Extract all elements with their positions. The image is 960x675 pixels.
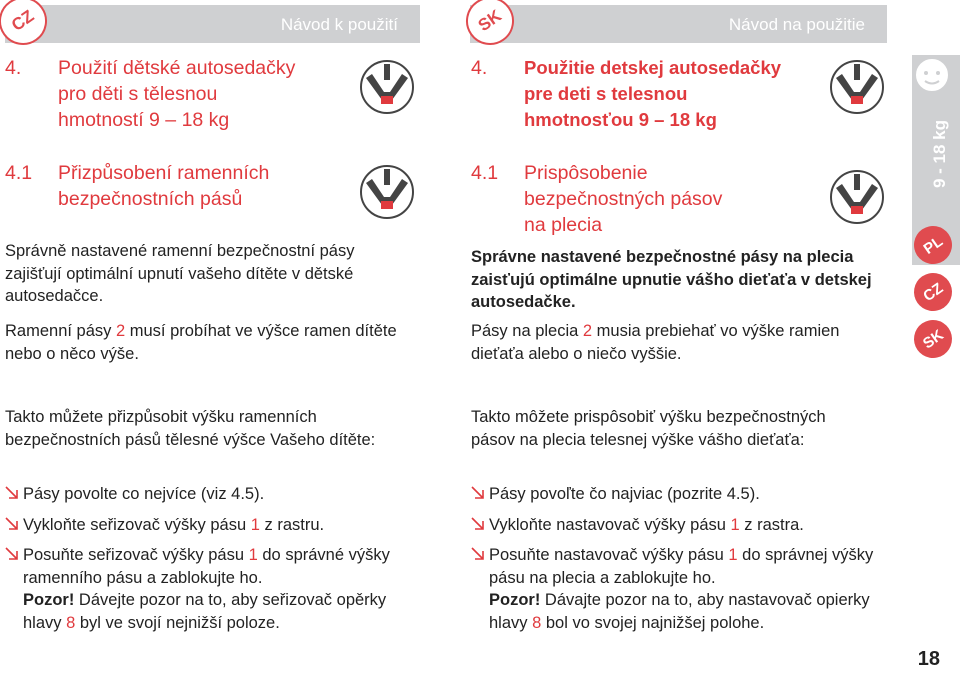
arrow-bullet-icon xyxy=(471,547,484,560)
arrow-bullet-icon xyxy=(471,517,484,530)
step-text: z rastru. xyxy=(259,515,325,534)
step-text: Vykloňte seřizovač výšky pásu xyxy=(23,515,251,534)
warning-text: Dávajte pozor na to, aby nastavovač opierky hlavy xyxy=(489,591,870,632)
section-number: 4. xyxy=(471,57,488,79)
section-number: 4. xyxy=(5,57,22,79)
callout-number: 1 xyxy=(728,546,738,564)
seat-harness-icon xyxy=(830,60,884,114)
arrow-bullet-icon xyxy=(5,517,18,530)
arrow-bullet-icon xyxy=(5,486,18,499)
heading-line: hmotnosťou 9 – 18 kg xyxy=(524,109,717,130)
belt-position-text-left xyxy=(5,320,410,365)
list-item xyxy=(471,544,881,634)
heading-line: Použitie detskej autosedačky xyxy=(524,57,782,78)
steps-list-right xyxy=(471,483,881,642)
seat-harness-icon xyxy=(360,165,414,219)
section-number: 4.1 xyxy=(471,162,499,184)
header-bar-right xyxy=(470,5,887,43)
language-badge-sk: SK xyxy=(907,313,960,366)
heading-line: bezpečnostních pásů xyxy=(58,188,243,210)
step-text: do správné výšky ramenního pásu a zablokujte ho. xyxy=(23,546,390,587)
text-part: Pásy na plecia xyxy=(471,322,583,340)
right-sidebar xyxy=(900,0,960,675)
step-text: z rastra. xyxy=(739,515,804,534)
arrow-bullet-icon xyxy=(471,486,484,499)
heading-line: Přizpůsobení ramenních xyxy=(58,162,270,184)
language-badge-cz: CZ xyxy=(907,266,960,319)
callout-number: 2 xyxy=(582,322,593,340)
header-title-right: Návod na použitie xyxy=(728,15,865,34)
text-part: musia prebiehať vo výške ramien dieťaťa alebo o niečo vyššie. xyxy=(471,322,840,363)
callout-number: 1 xyxy=(248,546,258,564)
page-number: 18 xyxy=(917,648,940,670)
belt-position-text-right xyxy=(471,320,891,365)
warning-text: byl ve svojí nejnižší poloze. xyxy=(75,613,280,632)
warning-text: bol vo svojej najnižšej polohe. xyxy=(541,613,765,632)
heading-line: hmotností 9 – 18 kg xyxy=(58,109,230,131)
step-text: Pásy povolte co nejvíce (viz 4.5). xyxy=(23,485,265,503)
text-part: Ramenní pásy xyxy=(5,322,116,340)
heading-line: na plecia xyxy=(524,214,603,236)
heading-line: pre deti s telesnou xyxy=(524,83,688,104)
instructions-intro-right: Takto môžete prispôsobiť výšku bezpečnostných pásov na plecia telesnej výške vášho dieťaťa: xyxy=(471,408,826,449)
step-text: Posuňte nastavovač výšky pásu xyxy=(489,546,729,564)
seat-harness-icon xyxy=(360,60,414,114)
warning-label: Pozor! xyxy=(489,591,541,609)
list-item xyxy=(5,544,405,634)
step-text: Pásy povoľte čo najviac (pozrite 4.5). xyxy=(489,485,760,503)
step-text: Vykloňte nastavovač výšky pásu xyxy=(489,515,731,534)
language-badge-cz: CZ xyxy=(0,0,56,54)
warning-label: Pozor! xyxy=(23,591,75,609)
weight-label: 9 - 18 kg xyxy=(930,120,949,189)
callout-number: 8 xyxy=(66,613,76,632)
callout-number: 1 xyxy=(250,515,260,534)
step-text: do správnej výšky pásu na plecia a zablokujte ho. xyxy=(489,546,874,587)
step-text: Posuňte seřizovač výšky pásu xyxy=(23,546,249,564)
arrow-bullet-icon xyxy=(5,547,18,560)
callout-number: 1 xyxy=(730,515,740,534)
heading-line: Použití dětské autosedačky xyxy=(58,57,296,79)
language-badge-sk: SK xyxy=(457,0,524,54)
seat-harness-icon xyxy=(830,170,884,224)
callout-number: 8 xyxy=(532,613,542,632)
callout-number: 2 xyxy=(115,322,126,340)
list-item xyxy=(471,483,881,506)
section-number: 4.1 xyxy=(5,162,33,184)
header-title-left: Návod k použití xyxy=(280,15,398,34)
intro-text-left: Správně nastavené ramenní bezpečnostní pásy zajišťují optimální upnutí vašeho dítěte v dětské autosedačce. xyxy=(5,242,355,305)
heading-line: bezpečnostných pásov xyxy=(524,188,723,210)
text-part: musí probíhat ve výšce ramen dítěte nebo o něco výše. xyxy=(5,322,397,363)
list-item xyxy=(5,483,405,506)
header-bar-left xyxy=(5,5,420,43)
intro-text-right: Správne nastavené bezpečnostné pásy na plecia zaisťujú optimálne upnutie vášho dieťaťa v detskej autosedačke. xyxy=(471,248,872,311)
steps-list-left xyxy=(5,483,405,642)
list-item xyxy=(471,514,881,537)
warning-text: Dávejte pozor na to, aby seřizovač opěrky hlavy xyxy=(23,591,387,632)
child-face-icon xyxy=(912,55,952,95)
list-item xyxy=(5,514,405,537)
heading-line: pro děti s tělesnou xyxy=(58,83,218,105)
instructions-intro-left: Takto můžete přizpůsobit výšku ramenních bezpečnostních pásů tělesné výšce Vašeho dítěte: xyxy=(5,408,376,449)
heading-line: Prispôsobenie xyxy=(524,162,648,184)
language-badge-pl: PL xyxy=(907,219,960,272)
